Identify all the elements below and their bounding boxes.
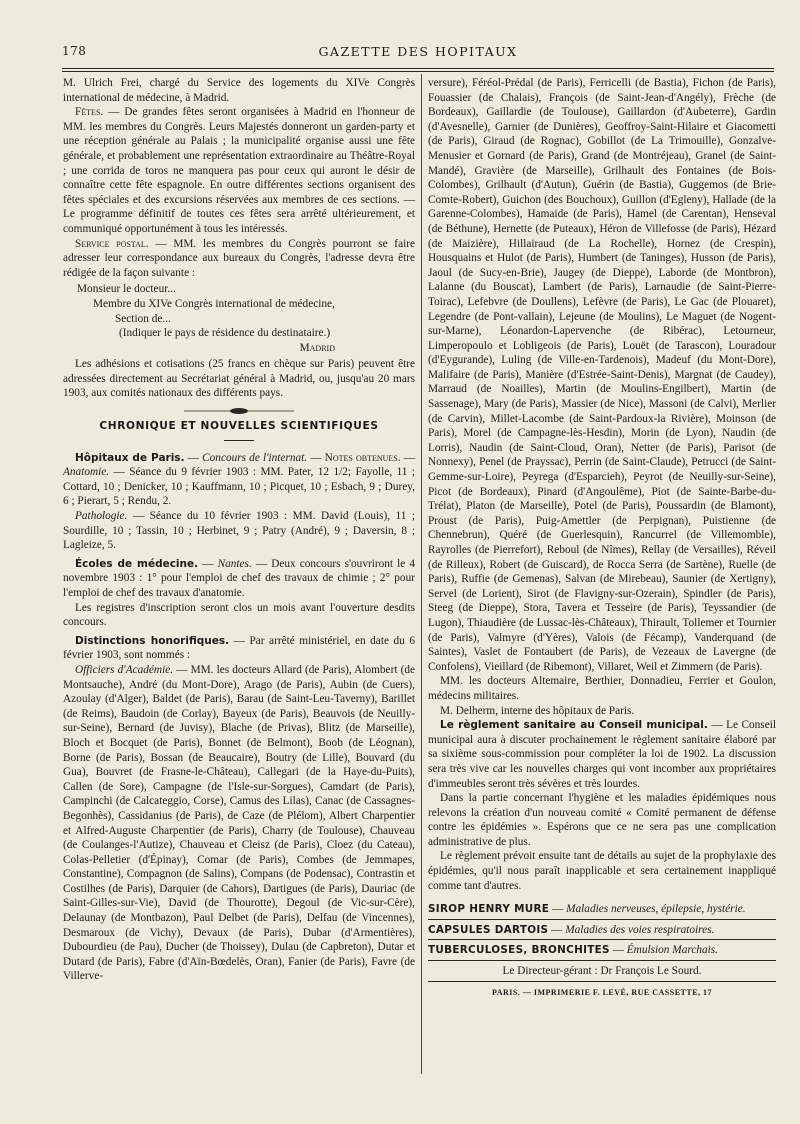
prophylaxie-paragraph: Le règlement prévoit ensuite tant de détails au sujet de la prophylaxie des épidémies, qu'il nous paraît inapplicable et sera certainement inappliqué comme tant d'autres.: [428, 850, 776, 892]
pathologie-paragraph: Pathologie. — Séance du 10 février 1903 : MM. David (Louis), 11 ; Sourdille, 10 ; Tassin, 10 ; Herbinet, 9 ; Patry (André), 9 ; Daversin, 8 ; Lagleize, 5.: [63, 510, 415, 552]
advertisements: [428, 899, 776, 1000]
address-city: Madrid: [299, 341, 335, 354]
address-line: Membre du XIVe Congrès international de médecine,: [93, 297, 335, 310]
service-postal-text: — MM. les membres du Congrès pourront se faire adresser leur correspondance aux bureaux du Congrès, l'adresse devra être rédigée de la façon suivante :: [63, 237, 416, 279]
officiers-paragraph: Officiers d'Académie. — MM. les docteurs Allard (de Paris), Alombert (de Montsauche), André (du Mont-Dore), Arago (de Paris), Aubin (de Cuers), Azoulay (d'Alger), Baldet (de Paris), Barau (de Saint-Leu-Taverny), Barillet (de Reims), Baudoin (de Corlay), Bayeux (de Paris), Beauvois (de Neuilly-sur-Seine), Bernard (de Juvisy), Blache (de Privas), Blitz (de Marseille), Bloch et Bocquet (de Paris), Bonnet (de Belmont), Boob (de Léognan), Borne (de Paris), Bossan (de Beaucaire), Boutry (de Lille), Bouvard (du Gua), Bouvret (de Frasne-le-Château), Callegari (de la Haye-du-Puits), Callen (de Sore), Campagne (de l'Isle-sur-Sorgues), Camdart (de Paris), Campinchi (de Calcateggio, Corse), Camus des Lilas), Canac (de Cassagnes-Begonhès), Cassidanius (de Paris), de Caze (de Plélom), Albert Charpentier et Alfred-Auguste Charpentier (de Paris), Charry (de Toulouse), Chauveau (de Coulanges-l'Autize), Chauveau et Cleisz (de Paris), Cloez (du Cateau), Colas-Pelletier (d'Épinay), Comar (de Paris), Combes (de Jemmapes, Constantine), Compagnon (de Salins), Compans (de Podensac), Contrastin et Costilhes (de Paris), Darquier (de Cahors), Dartigues (de Paris), Dauriac (de Saint-Gilles-sur-Vie), David (de Thourotte), Degoul (de Vic-sur-Cère), Delaunay (de Montbazon), Paul Delbet (de Paris), Delfau (de Vincennes), Desmaroux (de Vichy), Devaux (de Paris), Dubar (d'Armentières), Dubourdieu (de Pau), Ducher (de Thoissey), Dulau (de Capbreton), Dutar et Dutard (de Paris), Fabre (d'Aïn-Bœdelès, Oran), Fanier (de Paris), Favre (de Villerve-: [63, 663, 415, 983]
section-rule: [224, 440, 254, 441]
header-rule: [62, 68, 774, 69]
medecins-militaires-paragraph: MM. les docteurs Altemaire, Berthier, Donnadieu, Ferrier et Goulon, médecins militaires.: [428, 675, 776, 702]
directeur-gerant-line: Le Directeur-gérant : Dr François Le Sourd.: [428, 961, 776, 982]
service-postal-paragraph: [63, 237, 415, 281]
service-postal-heading: Service postal.: [75, 237, 149, 250]
ecoles-paragraph: Écoles de médecine. — Nantes. — Deux concours s'ouvriront le 4 novembre 1903 : 1° pour l'emploi de chef des travaux de chimie ; 2° pour l'emploi de chef des travaux d'anatomie.: [63, 557, 415, 599]
distinctions-heading: Distinctions honorifiques.: [75, 634, 230, 647]
right-column: [428, 76, 776, 1000]
fetes-text: — De grandes fêtes seront organisées à Madrid en l'honneur de MM. les membres du Congrès. Leurs Majestés donneront un garden-party et une réception générale au Palais ; la municipalité organise aussi une fête générale, et probablement une représentation extraordinaire au Théâtre-Royal ; une corrida de toros ne manquera pas pour ceux qui auront le désir de connaître cette fête espagnole. En outre différentes sections organisent des fêtes spéciales et des excursions réservées aux membres de ces sections. — Le programme définitif de toutes ces fêtes sera arrêté ultérieurement, et communiqué opportunément à tous les intéressés.: [63, 106, 415, 235]
left-column: [63, 76, 415, 984]
officiers-continued-paragraph: versure), Féréol-Prédal (de Paris), Ferricelli (de Bastia), Fichon (de Paris), Fouassier (de Chalais), François (de Saint-Jean-d'Angély), Frèche (de Bordeaux), Gaillardie (de Toulouse), Gaillardon (d'Aubeterre), Gardin (d'Avesnelle), Garnier (de Dunières), Geoffroy-Saint-Hilaire et Giacometti (de Paris), Giraud (de Rognac), Gobillot (de La Trimouille), Gonzalve-Menusier et Gornard (de Paris), Grand (de Montréjeau), Granel (de Saint-Mandé), Gravière (de Marseille), Grilhault des Fontaines (de Bois-Colombes), Grilhault (d'Autun), Guérin (de Bastia), Guggemos (de Brie-Comte-Robert), Guichon (des Bouchoux), Guillon (d'Egleny), Hallade (de la Garenne-Colombes), Hamaide (de Paris), Hamel (de Carentan), Henseval (de Béthune), Hernette (de Puteaux), Héron de Villefosse (de Paris), Hézard (de Maizière), Hillairaud (de La Rochelle), Hornez (de Crespin), Housquains et Hulot (de Paris), Humbert (de Taninges), Husson (de Paris), Jaoul (de Sucy-en-Brie), Jaugey (de Dieppe), Laborde (de Montbron), Lalanne (du Bouscat), Lambert (de Paris), Larnaudie (de Saint-Pierre-Toirac), Lefebvre (de Doullens), Lefèvre (de Paris), Le Gac (de Plouaret), Legendre (de Pont-vallain), Lejeune (de Moulins), Le Maguet (de Nogent-sur-Marne), Léonardon-Lapervenche (de Ribérac), Letourneur, Limperopoulo et Lobligeois (de Paris), Louët (de Tarascon), Louradour (d'Eygurande), Luling (de Ville-en-Tardenois), Madeuf (du Mont-Dore), Malifaire (de Paris), Manière (d'Estrée-Saint-Denis), Margnat (de Caudey), Marraud (de Noailles), Martin (de Moulins-Engilbert), Martin (de Sassenage), Mary (de Paris), Massier (de Nice), Massoni (de Calvi), Merlier (de Carvin), Millet-Lacombe (de Saint-Pardoux-la Rivière), Moinson (de Paris), Morel (de Campagne-lès-Hesdin), Morin (de Lyon), Naudin (de Lorris), Naudin (de Saint-Cloud, Oran), Netter (de Paris), Parisot (de Nonnexy), Penel (de Prayssac), Perrin (de Saint-Claude), Petrucci (de Saint-Gemme-sur-Loire), Peyrega (d'Esparcieh), Peyrot (de Neuilly-sur-Seine), Picot (de Bordeaux), Pinard (d'Angoulême), Piot (de Sainte-Barbe-du-Trélat), Platon (de Marseille), Potel (de Paris), Poussardin (de Blamont), Proust (de Paris), Puig-Amettler (de Perpignan), Puistienne (de Chennebrun), Quéré (de Guerlesquin), Rancurrel (de Villemomble), Rayrolles (de Pierrefort), Reboul (de Nîmes), Rellay (de Versailles), Réveil (de Rilleux), Robert (de Guiscard), de Rocca Serra (de Sartène), Ruelle (de Paris), Ruffie (de Gemenas), Salvan (de Mirebeau), Saunier (de Xertigny), Servel (de Lorient), Sirot (de Flavigny-sur-Ozerain), Spindler (de Paris), Steeg (de Dieppe), Stora, Tavera et Tesseire (de Paris), Teyssandier (de Lugon), Thiaudière (de Lussac-lès-Châteaux), Thirault, Tollemer et Tournier (de Paris), Valmyre (d'Yères), Valois (de Fécamp), Vanderquand (de Saintes), Vaslet de Fontaubert (de Paris), de Vezeaux de Lavergne (de Confolens), Vieillard (de Ribemont), Villaret, Weil et Zimmern (de Paris).: [428, 77, 776, 673]
reglement-paragraph: Le règlement sanitaire au Conseil municipal. — Le Conseil municipal aura à discuter prochainement le règlement sanitaire élaboré par sa sixième sous-commission pour compléter la loi de 1902. La discussion sera très vive car les nouvelles charges qui vont incomber aux propriétaires d'immeubles seront très sévères et très lourdes.: [428, 719, 776, 790]
hopitaux-heading: Hôpitaux de Paris.: [75, 451, 185, 464]
delherm-paragraph: M. Delherm, interne des hôpitaux de Paris.: [440, 704, 635, 717]
hygiene-paragraph: Dans la partie concernant l'hygiène et les maladies épidémiques nous relevons la création d'un nouveau comité « Comité permanent de défense contre les épidémies ». Espérons que ce ne sera pas une complication administrative de plus.: [428, 792, 776, 848]
fetes-heading: Fêtes.: [75, 106, 104, 119]
printer-imprint: PARIS. — IMPRIMERIE F. LEVÉ, RUE CASSETTE, 17: [491, 987, 713, 997]
ulrich-frei-paragraph: M. Ulrich Frei, chargé du Service des logements du XIVe Congrès international de médecine, à Madrid.: [63, 77, 415, 104]
address-line: Monsieur le docteur...: [77, 283, 176, 296]
distinctions-paragraph: Distinctions honorifiques. — Par arrêté ministériel, en date du 6 février 1903, sont nommés :: [63, 634, 415, 662]
section-title-chronique: CHRONIQUE ET NOUVELLES SCIENTIFIQUES: [99, 420, 379, 433]
ornament-divider: [63, 405, 415, 415]
header-rule-secondary: [62, 71, 774, 72]
advertisement-line: TUBERCULOSES, BRONCHITES — Émulsion Marchais.: [428, 940, 776, 961]
ecoles-heading: Écoles de médecine.: [75, 557, 199, 570]
advertisement-line: CAPSULES DARTOIS — Maladies des voies respiratoires.: [428, 920, 776, 941]
ecoles-registres-paragraph: Les registres d'inscription seront clos un mois avant l'ouverture desdits concours.: [63, 601, 415, 629]
reglement-heading: Le règlement sanitaire au Conseil municipal.: [440, 719, 708, 732]
column-divider: [421, 74, 422, 1074]
page-header: [62, 44, 774, 64]
postal-address-block: [63, 282, 415, 355]
address-line: (Indiquer le pays de résidence du destinataire.): [119, 327, 331, 340]
fetes-paragraph: [63, 105, 415, 236]
running-title: GAZETTE DES HOPITAUX: [318, 44, 518, 59]
page-number: 178: [62, 44, 87, 58]
adhesions-paragraph: Les adhésions et cotisations (25 francs en chèque sur Paris) peuvent être adressées directement au Secrétariat général à Madrid, ou, jusqu'au 20 mars 1903, aux comités nationaux des différents pays.: [63, 358, 415, 400]
address-line: Section de...: [115, 312, 171, 325]
advertisement-line: SIROP HENRY MURE — Maladies nerveuses, épilepsie, hystérie.: [428, 899, 776, 920]
hopitaux-paragraph: Hôpitaux de Paris. — Concours de l'internat. — Notes obtenues. — Anatomie. — Séance du 9 février 1903 : MM. Pater, 12 1/2; Fayolle, 11 ; Cottard, 10 ; Denicker, 10 ; Kauffmann, 10 ; Picquet, 10 ; Esbach, 9 ; Durey, 6 ; Pierart, 5 ; Rendu, 2.: [63, 451, 416, 508]
